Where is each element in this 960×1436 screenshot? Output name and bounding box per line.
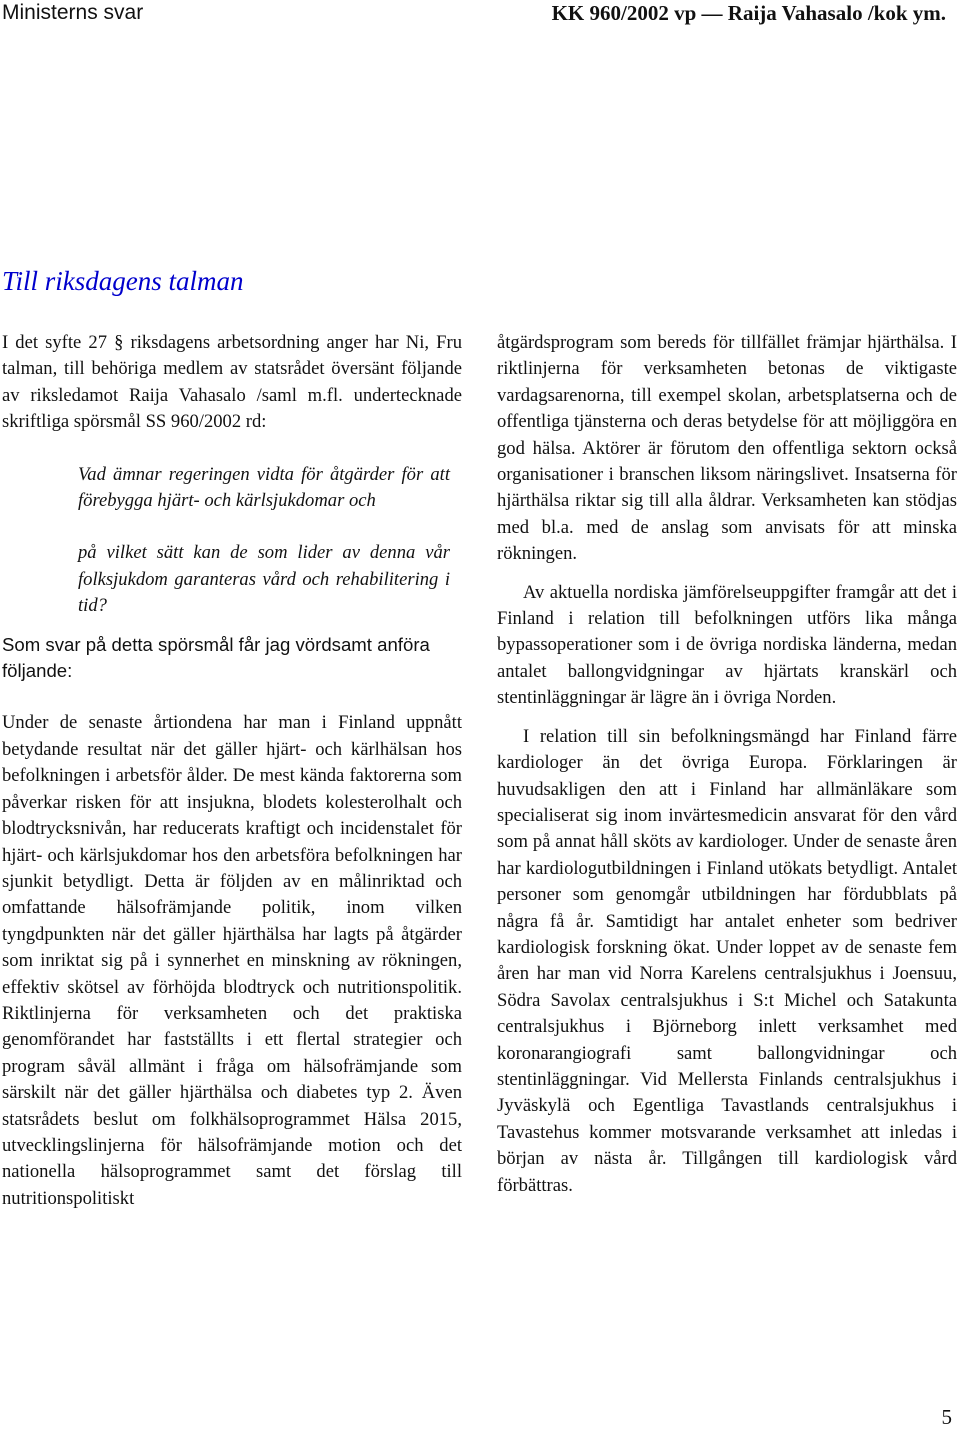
document-title: Till riksdagens talman <box>2 266 244 296</box>
running-header-right: KK 960/2002 vp — Raija Vahasalo /kok ym. <box>551 1 946 25</box>
running-header-left: Ministerns svar <box>2 1 144 24</box>
right-paragraph-2: Av aktuella nordiska jämförelseuppgifter framgår att det i Finland i relation till befolkningen utförs lika många bypassoperationer som i de övriga nordiska länderna, medan antalet ballongvidgningar av hjärtats kranskärl och stentinläggningar är lägre än i övriga Norden. <box>497 581 957 709</box>
question-1: Vad ämnar regeringen vidta för åtgärder för att förebygga hjärt- och kärlsjukdomar och <box>78 463 450 512</box>
right-paragraph-3: I relation till sin befolkningsmängd har Finland färre kardiologer än det övriga Europa. Förklaringen är huvudsakligen den att i Finland har allmänläkare som specialiserat sig inom invärtesmedicin ansvarat för den vård som på annat håll sköts av kardiologer. Under de senaste åren har kardiologutbildningen i Finland utökats betydligt. Antalet personer som genomgår utbildningen har fördubblats på några få år. Samtidigt har antalet enheter som bedriver kardiologisk forskning ökat. Under loppet av de senaste fem åren har man vid Norra Karelens centralsjukhus i Joensuu, Södra Savolax centralsjukhus i S:t Michel och Satakunta centralsjukhus i Björneborg inlett verksamhet med koronarangiografi samt ballongvidningar och stentinläggningar. Vid Mellersta Finlands centralsjukhus i Jyväskylä och Egentliga Tavastlands centralsjukhus i Tavastehus kommer motsvarande verksamhet att inledas i början av nästa år. Tillgången till kardiologisk vård förbättras. <box>497 725 957 1196</box>
question-2: på vilket sätt kan de som lider av denna vår folksjukdom garanteras vård och rehabilitering i tid? <box>78 542 450 617</box>
right-column <box>497 330 957 1199</box>
page-number: 5 <box>941 1405 952 1429</box>
right-paragraph-1: åtgärdsprogram som bereds för tillfället främjar hjärthälsa. I riktlinjerna för verksamheten betonas de viktigaste vardagsarenorna, till exempel skolan, arbetsplatserna och de offentliga tjänsterna och deras betydelse för att möjliggöra en god hälsa. Aktörer är förutom den offentliga sektorn också organisationer i branschen liksom näringslivet. Insatserna för hjärthälsa riktar sig till alla åldrar. Verksamheten kan stödjas med bl.a. med de anslag som anvisats för att minska rökningen. <box>497 332 957 565</box>
left-column <box>2 330 462 1212</box>
intro-paragraph: I det syfte 27 § riksdagens arbetsordning anger har Ni, Fru talman, till behöriga medlem av statsrådet översänt följande av riksledamot Raija Vahasalo /saml m.fl. undertecknade skriftliga spörsmål SS 960/2002 rd: <box>2 332 462 433</box>
answer-intro: Som svar på detta spörsmål får jag vördsamt anföra följande: <box>2 633 430 682</box>
answer-body: Under de senaste årtiondena har man i Finland uppnått betydande resultat när det gäller hjärt- och kärlhälsan hos befolkningen i arbetsför ålder. De mest kända faktorerna som påverkar risken för att insjukna, blodets kolesterolhalt och blodtrycksnivån, har reducerats kraftigt och incidenstalet för hjärt- och kärlsjukdomar hos den arbetsföra befolkningen har sjunkit betydligt. Detta är följden av en målinriktad och omfattande hälsofrämjande politik, inom vilken tyngdpunkten när det gäller hjärthälsa har lagts på åtgärder som inriktat sig på i synnerhet en minskning av rökningen, effektiv skötsel av förhöjda blodtryck och nutritionspolitik. Riktlinjerna för verksamheten och det praktiska genomförandet har fastställts i ett flertal strategier och program såväl allmänt i fråga om hälsofrämjande som särskilt när det gäller hjärthälsa och diabetes typ 2. Även statsrådets beslut om folkhälsoprogrammet Hälsa 2015, utvecklingslinjerna för hälsofrämjande motion och det nationella hälsoprogrammet samt det förslag till nutritionspolitiskt <box>2 712 462 1209</box>
